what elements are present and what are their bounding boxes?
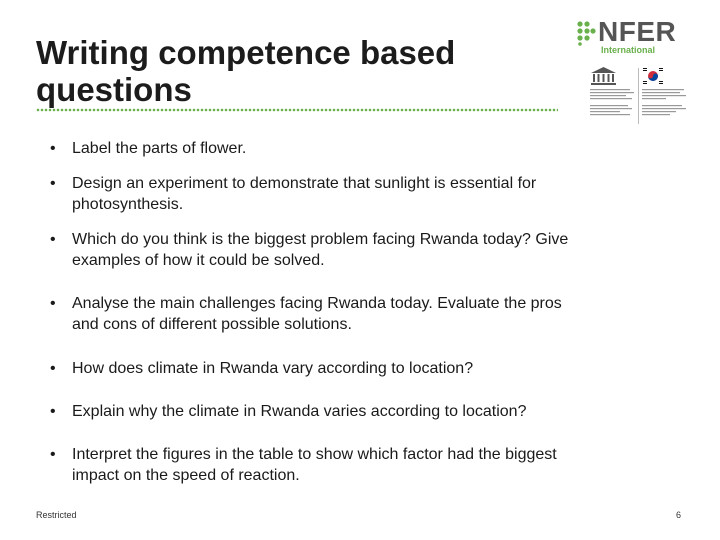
nfer-logo-subtitle: International [601,45,656,55]
bullet-text-line: impact on the speed of reaction. [72,467,300,484]
title-line-1: Writing competence based [36,34,456,71]
list-item [50,401,672,422]
korea-flag-icon [642,66,664,86]
nfer-dots-icon [576,20,596,46]
logo-separator [638,68,639,124]
bullet-text-line: Design an experiment to demonstrate that sunlight is essential for [72,175,537,192]
bullet-text-line: Analyse the main challenges facing Rwanda today. Evaluate the pros [72,295,562,312]
unesco-temple-icon [590,66,617,86]
bullet-text-line: Label the parts of flower. [72,140,247,157]
nfer-logo-text: NFER [598,16,677,47]
bullet-text-line: Which do you think is the biggest problem facing Rwanda today? Give [72,231,569,248]
bullet-marker: • [50,295,56,312]
title-line-2: questions [36,71,192,108]
list-item [50,229,672,271]
list-item [50,173,672,215]
list-item [50,444,672,486]
bullet-text-line: Explain why the climate in Rwanda varies according to location? [72,403,527,420]
dotted-divider [36,108,558,112]
bullet-marker: • [50,140,56,157]
bullet-text-line: Interpret the figures in the table to show which factor had the biggest [72,446,557,463]
bullet-marker: • [50,446,56,463]
bullet-marker: • [50,403,56,420]
bullet-marker: • [50,360,56,377]
bullet-text-line: photosynthesis. [72,196,184,213]
bullet-text-line: examples of how it could be solved. [72,252,325,269]
korea-fine-print-1 [642,88,688,102]
unesco-fine-print-1 [590,88,636,102]
korea-fine-print-2 [642,104,688,118]
bullet-text-line: How does climate in Rwanda vary according to location? [72,360,474,377]
list-item [50,358,672,379]
unesco-fine-print-2 [590,104,636,118]
page-number: 6 [676,510,682,520]
bullet-marker: • [50,175,56,192]
list-item [50,138,672,159]
list-item [50,293,672,335]
logo-area [570,14,710,124]
bullet-marker: • [50,231,56,248]
bullet-text-line: and cons of different possible solutions. [72,316,352,333]
slide-title [36,34,536,108]
classification-label: Restricted [36,510,77,520]
